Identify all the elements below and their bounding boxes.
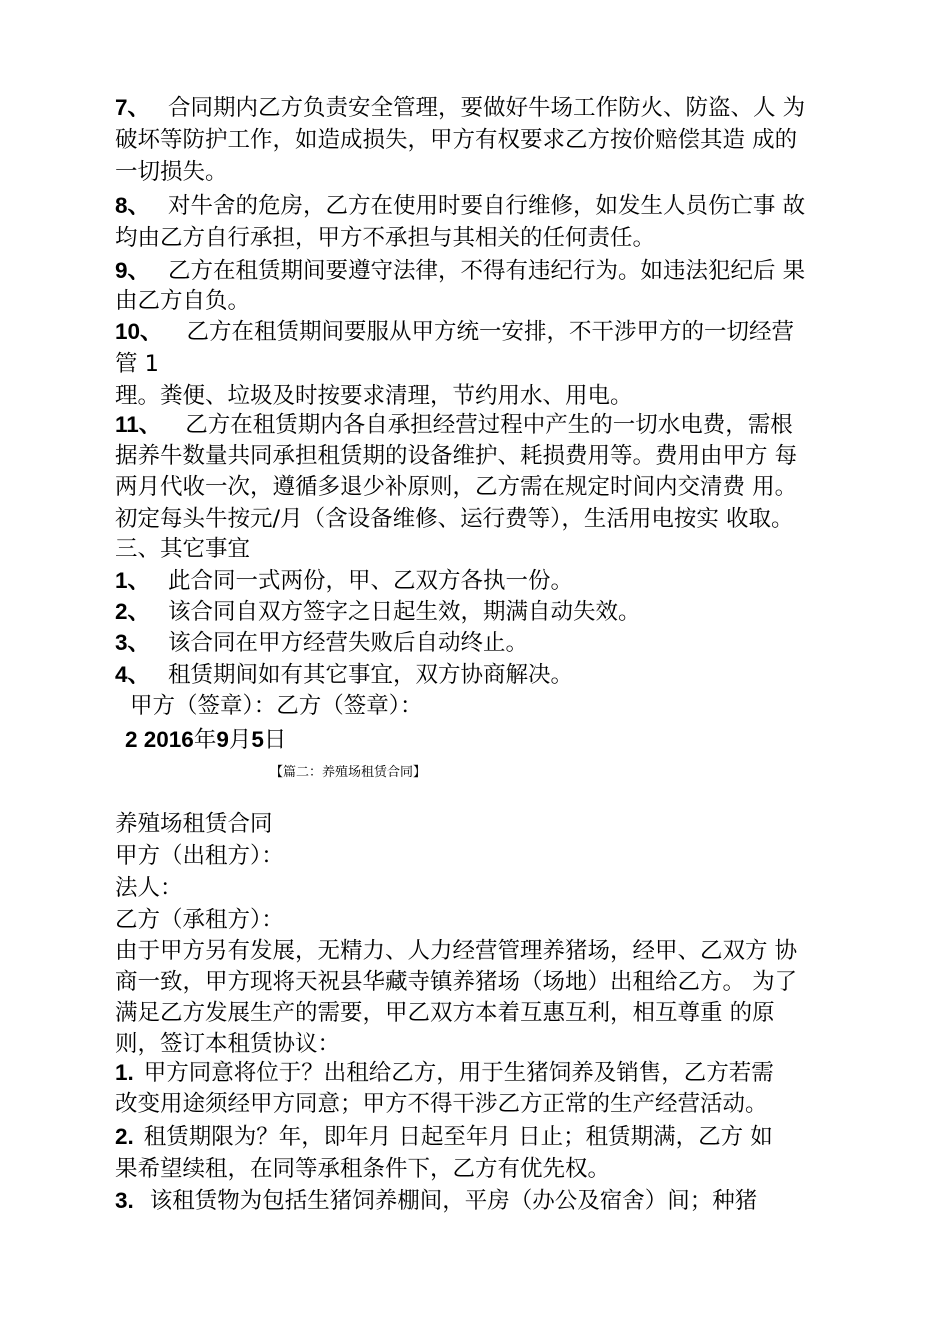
clause-2-line-2: 果希望续租，在同等承租条件下，乙方有优先权。 <box>115 1156 611 1182</box>
clause-10-line-1 <box>115 316 794 348</box>
clause-number: 9、 <box>115 258 151 283</box>
clause-number: 2. <box>115 1124 134 1149</box>
item-number: 2、 <box>115 599 151 624</box>
date-month-label: 月 <box>228 727 252 753</box>
clause-9-line-2: 由乙方自负。 <box>115 288 251 314</box>
clause-7-line-1 <box>115 92 805 124</box>
clause-number: 11、 <box>115 412 162 437</box>
clause-text: 该租赁物为包括生猪饲养棚间，平房（办公及宿舍）间；种猪 <box>149 1188 758 1214</box>
clause-11-line-1 <box>115 409 793 441</box>
clause-text: 合同期内乙方负责安全管理，要做好牛场工作防火、防盗、人 为 <box>168 95 806 121</box>
section-caption: 【篇二：养殖场租赁合同】 <box>270 765 427 780</box>
section-heading: 三、其它事宜 <box>115 536 251 562</box>
clause-text: 乙方在租赁期间要服从甲方统一安排，不干涉甲方的一切经营 <box>186 319 795 345</box>
clause-number: 1. <box>115 1060 134 1085</box>
clause-text: 对牛舍的危房，乙方在使用时要自行维修，如发生人员伤亡事 故 <box>168 193 806 219</box>
clause-3-line-1 <box>115 1185 757 1217</box>
section3-item-2 <box>115 596 641 628</box>
signature-date <box>125 724 286 756</box>
clause-text: 乙方在租赁期内各自承担经营过程中产生的一切水电费，需根 <box>185 412 793 438</box>
contract-title: 养殖场租赁合同 <box>115 811 273 837</box>
intro-line-1: 由于甲方另有发展，无精力、人力经营管理养猪场，经甲、乙双方 协 <box>115 938 798 964</box>
clause-number: 8、 <box>115 193 151 218</box>
date-month-number: 9 <box>216 727 229 752</box>
date-day-label: 日 <box>263 727 287 753</box>
clause-8-line-2: 均由乙方自行承担，甲方不承担与其相关的任何责任。 <box>115 225 656 251</box>
item-number: 1、 <box>115 568 151 593</box>
clause-text: 乙方在租赁期间要遵守法律，不得有违纪行为。如违法犯纪后 果 <box>168 258 806 284</box>
clause-1-line-1 <box>115 1057 774 1089</box>
party-a-label: 甲方（出租方）： <box>115 843 284 869</box>
clause-11-line-2: 据养牛数量共同承担租赁期的设备维护、耗损费用等。费用由甲方 每 <box>115 443 798 469</box>
item-text: 此合同一式两份，甲、乙双方各执一份。 <box>168 568 574 594</box>
clause-7-line-3: 一切损失。 <box>115 159 228 185</box>
clause-10-line-2: 管 1 <box>115 351 159 377</box>
clause-text: 甲方同意将位于？出租给乙方，用于生猪饲养及销售，乙方若需 <box>143 1060 774 1086</box>
date-day-number: 5 <box>251 727 264 752</box>
clause-number: 10、 <box>115 319 163 344</box>
item-text: 该合同自双方签字之日起生效，期满自动失效。 <box>168 599 641 625</box>
clause-1-line-2: 改变用途须经甲方同意；甲方不得干涉乙方正常的生产经营活动。 <box>115 1091 768 1117</box>
intro-line-2: 商一致，甲方现将天祝县华藏寺镇养猪场（场地）出租给乙方。 为了 <box>115 969 798 995</box>
clause-11-line-3: 两月代收一次，遵循多退少补原则，乙方需在规定时间内交清费 用。 <box>115 474 798 500</box>
clause-text: 租赁期限为？年，即年月 日起至年月 日止；租赁期满，乙方 如 <box>143 1124 773 1150</box>
clause-number: 3. <box>115 1188 134 1213</box>
clause-8-line-1 <box>115 190 805 222</box>
clause-9-line-1 <box>115 255 805 287</box>
intro-line-4: 则，签订本租赁协议： <box>115 1031 341 1057</box>
item-number: 4、 <box>115 662 151 687</box>
party-b-label: 乙方（承租方）： <box>115 907 284 933</box>
intro-line-3: 满足乙方发展生产的需要，甲乙双方本着互惠互利，相互尊重 的原 <box>115 1000 775 1026</box>
legal-person-label: 法人： <box>115 875 183 901</box>
clause-11-line-4: 初定每头牛按元/月（含设备维修、运行费等），生活用电按实 收取。 <box>115 506 794 532</box>
date-year-label: 年 <box>193 727 217 753</box>
clause-7-line-2: 破坏等防护工作，如造成损失，甲方有权要求乙方按价赔偿其造 成的 <box>115 127 798 153</box>
clause-2-line-1 <box>115 1121 773 1153</box>
clause-10-line-3: 理。粪便、垃圾及时按要求清理，节约用水、用电。 <box>115 383 633 409</box>
item-text: 租赁期间如有其它事宜，双方协商解决。 <box>168 662 574 688</box>
item-text: 该合同在甲方经营失败后自动终止。 <box>168 630 529 656</box>
item-number: 3、 <box>115 630 151 655</box>
signature-line: 甲方（签章）：乙方（签章）： <box>130 693 423 719</box>
date-year-number: 2 2016 <box>125 727 194 752</box>
section3-item-1 <box>115 565 573 597</box>
clause-number: 7、 <box>115 95 151 120</box>
section3-item-4 <box>115 659 573 691</box>
section3-item-3 <box>115 627 528 659</box>
